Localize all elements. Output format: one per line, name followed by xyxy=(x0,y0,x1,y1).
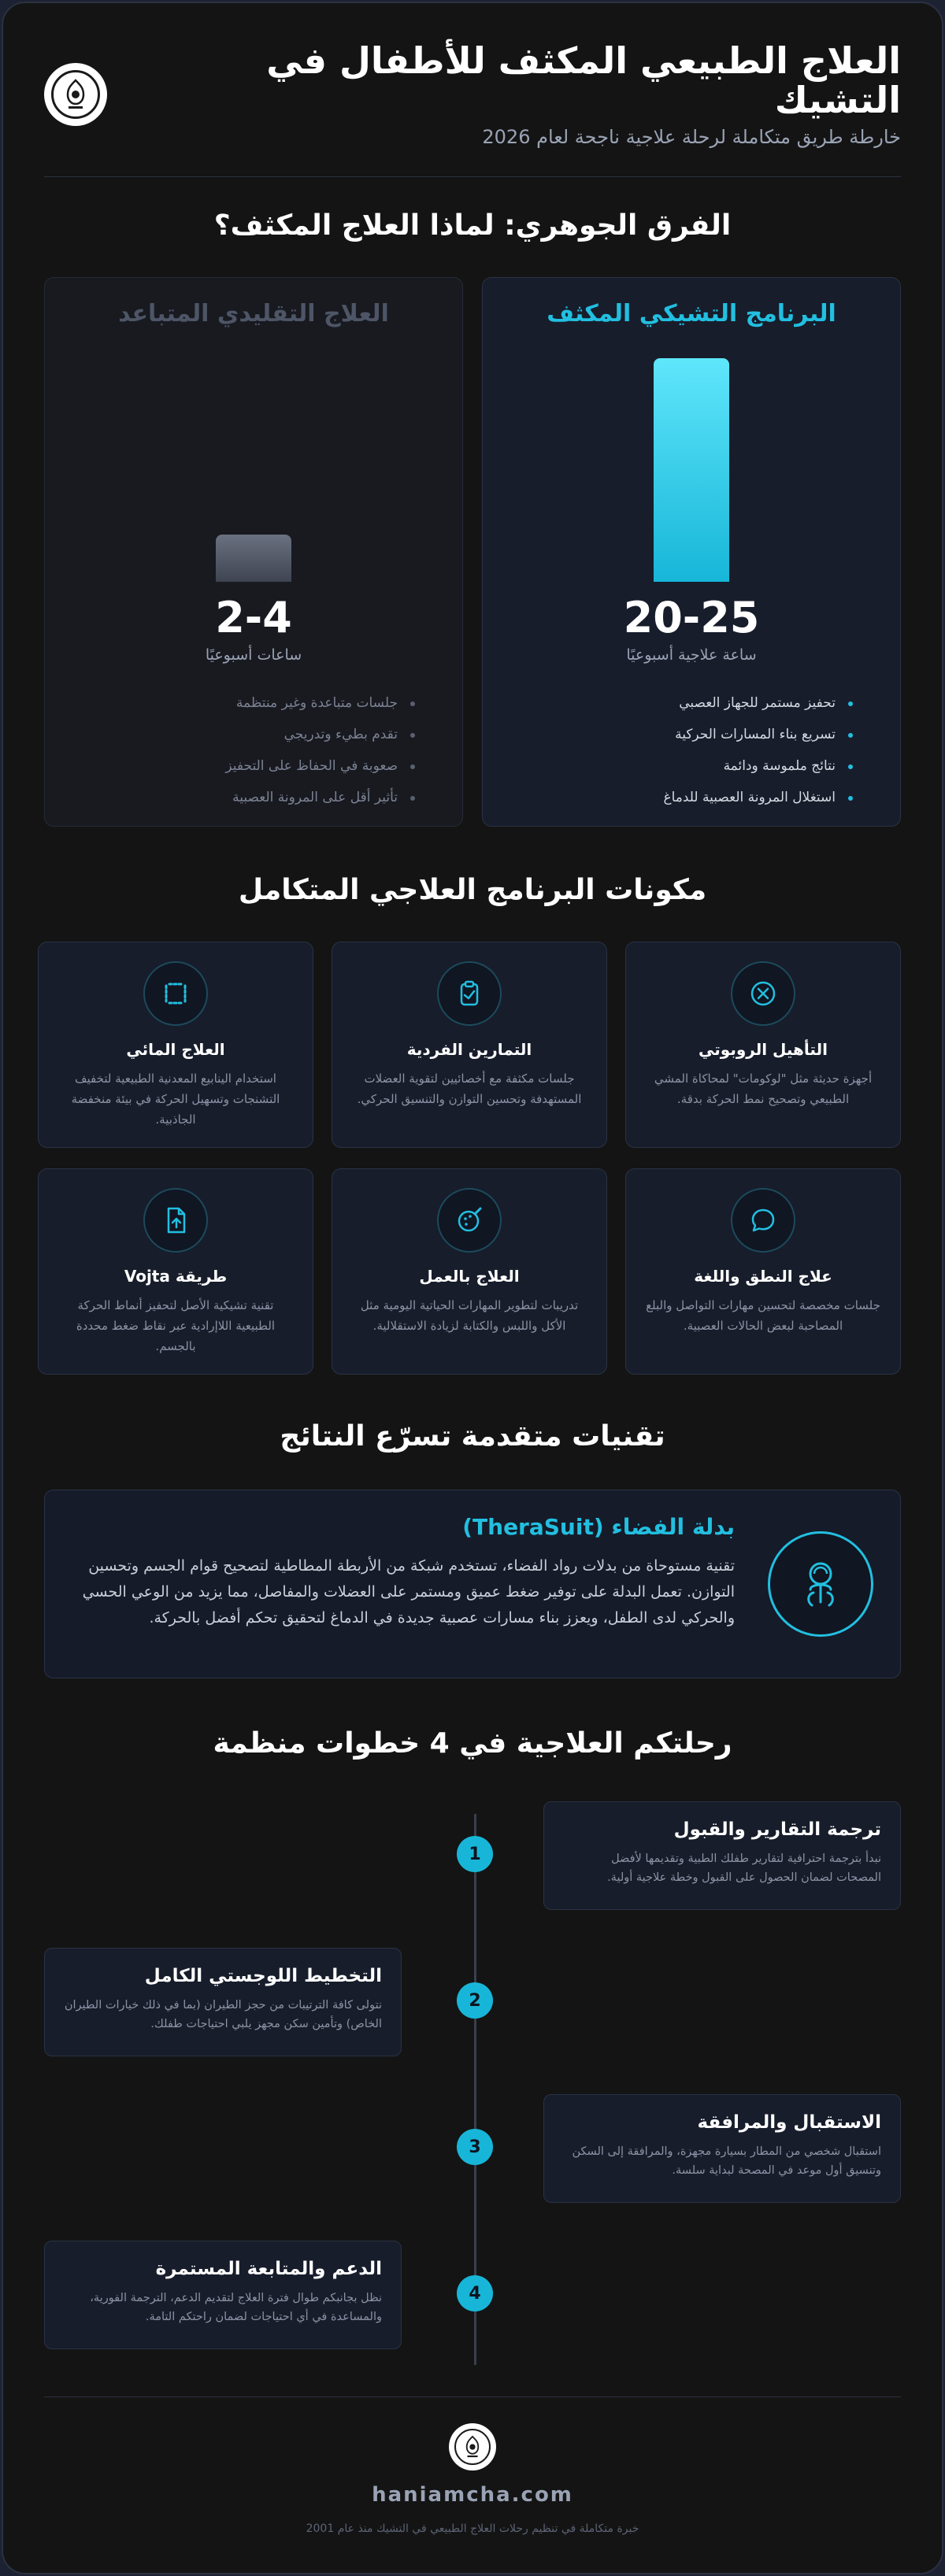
traditional-points xyxy=(225,687,415,813)
step-title: الاستقبال والمرافقة xyxy=(697,2112,881,2133)
traditional-hours-bar xyxy=(216,535,291,582)
therasuit-title: بدلة الفضاء (TheraSuit) xyxy=(462,1514,735,1540)
timeline-step-card xyxy=(44,1948,402,2056)
intensive-program-card xyxy=(482,277,901,827)
step-desc: نظل بجانبكم طوال فترة العلاج لتقديم الدعم، الترجمة الفورية، والمساعدة في أي احتياجات لضمان راحتكم التامة. xyxy=(90,2292,382,2323)
page-subtitle: خارطة طريق متكاملة لرحلة علاجية ناجحة لعام 2026 xyxy=(482,126,901,148)
component-desc: جلسات مكثفة مع أخصائيين لتقوية العضلات المستهدفة وتحسين التوازن والتنسيق الحركي. xyxy=(357,1071,582,1106)
component-desc: أجهزة حديثة مثل "لوكومات" لمحاكاة المشي الطبيعي وتصحيح نمط الحركة بدقة. xyxy=(654,1071,873,1106)
header-divider xyxy=(44,176,901,177)
chat-bubble-icon xyxy=(747,1205,779,1236)
file-upload-icon xyxy=(160,1205,191,1236)
step-desc: نتولى كافة الترتيبات من حجز الطيران (بما في ذلك خيارات الطيران الخاص) وتأمين سكن مجهز يلبي احتياجات طفلك. xyxy=(64,1999,382,2030)
step-number: 2 xyxy=(457,1982,493,2019)
component-desc: تقنية تشيكية الأصل لتحفيز أنماط الحركة الطبيعية اللاإرادية عبر نقاط ضغط محددة بالجسم. xyxy=(76,1298,276,1353)
step-number: 3 xyxy=(457,2129,493,2165)
step-title: التخطيط اللوجستي الكامل xyxy=(144,1966,382,1986)
list-item: استغلال المرونة العصبية للدماغ xyxy=(663,782,853,813)
component-title: التأهيل الروبوتي xyxy=(699,1040,828,1059)
component-title: طريقة Vojta xyxy=(124,1267,228,1286)
footer-domain-link[interactable]: haniamcha.com xyxy=(372,2483,573,2507)
footer-logo xyxy=(449,2423,496,2471)
traditional-hours-value: 2-4 xyxy=(215,593,292,642)
list-item: نتائج ملموسة ودائمة xyxy=(663,750,853,782)
water-icon xyxy=(160,978,191,1009)
header xyxy=(44,41,901,175)
intensive-hours-value: 20-25 xyxy=(623,593,760,642)
x-circle-icon xyxy=(747,978,779,1009)
palette-icon xyxy=(454,1205,485,1236)
therasuit-card xyxy=(44,1490,901,1678)
timeline-step-card xyxy=(543,2094,901,2203)
astronaut-icon xyxy=(793,1556,848,1612)
timeline-step-card xyxy=(44,2241,402,2349)
list-item: صعوبة في الحفاظ على التحفيز xyxy=(225,750,415,782)
component-card xyxy=(625,942,901,1148)
traditional-program-card xyxy=(44,277,463,827)
component-card xyxy=(38,942,313,1148)
step-number: 1 xyxy=(457,1836,493,1872)
journey-title: رحلتكم العلاجية في 4 خطوات منظمة xyxy=(213,1727,732,1760)
step-desc: استقبال شخصي من المطار بسيارة مجهزة، والمرافقة إلى السكن وتنسيق أول موعد في المصحة لبداية سلسة. xyxy=(572,2145,881,2177)
list-item: تحفيز مستمر للجهاز العصبي xyxy=(663,687,853,719)
step-desc: نبدأ بترجمة احترافية لتقارير طفلك الطبية وتقديمها لأفضل المصحات لضمان الحصول على القبول وخطة علاجية أولية. xyxy=(607,1852,881,1884)
page xyxy=(2,2,943,2574)
list-item: جلسات متباعدة وغير منتظمة xyxy=(225,687,415,719)
intensive-hours-bar xyxy=(654,358,729,582)
step-number: 4 xyxy=(457,2275,493,2311)
component-title: التمارين الفردية xyxy=(406,1040,532,1059)
component-desc: استخدام الينابيع المعدنية الطبيعية لتخفيف التشنجات وتسهيل الحركة في بيئة منخفضة الجاذبية. xyxy=(71,1071,280,1127)
list-item: تأثير أقل على المرونة العصبية xyxy=(225,782,415,813)
component-card xyxy=(38,1168,313,1375)
intensive-points xyxy=(663,687,853,813)
list-item: تقدم بطيء وتدريجي xyxy=(225,719,415,750)
therasuit-desc: تقنية مستوحاة من بدلات رواد الفضاء، تستخدم شبكة من الأربطة المطاطية لتصحيح قوام الجسم وتحسين التوازن. تعمل البدلة على توفير ضغط عميق ومستمر على العضلات والمفاصل، مما يزيد من الوعي الحسي والحركي لدى الطفل، ويعزز بناء مسارات عصبية جديدة في الدماغ لتحقيق تحكم أفضل بالحركة. xyxy=(82,1557,735,1627)
component-card xyxy=(625,1168,901,1375)
technology-title: تقنيات متقدمة تسرّع النتائج xyxy=(280,1420,665,1453)
logo xyxy=(44,63,107,126)
intensive-heading: البرنامج التشيكي المكثف xyxy=(547,300,836,328)
component-card xyxy=(332,942,607,1148)
components-title: مكونات البرنامج العلاجي المتكامل xyxy=(238,874,707,906)
component-title: علاج النطق واللغة xyxy=(694,1267,832,1286)
footer-note: خبرة متكاملة في تنظيم رحلات العلاج الطبيعي في التشيك منذ عام 2001 xyxy=(306,2522,639,2535)
component-title: العلاج بالعمل xyxy=(419,1267,520,1286)
list-item: تسريع بناء المسارات الحركية xyxy=(663,719,853,750)
timeline-step-card xyxy=(543,1801,901,1910)
comparison-title: الفرق الجوهري: لماذا العلاج المكثف؟ xyxy=(213,209,732,242)
footer-divider xyxy=(44,2396,901,2397)
component-desc: تدريبات لتطوير المهارات الحياتية اليومية مثل الأكل واللبس والكتابة لزيادة الاستقلالية. xyxy=(360,1298,579,1333)
hani-logo-icon xyxy=(461,2434,484,2459)
hani-logo-icon xyxy=(60,77,91,112)
page-title: العلاج الطبيعي المكثف للأطفال في التشيك xyxy=(266,39,901,121)
traditional-heading: العلاج التقليدي المتباعد xyxy=(118,300,389,328)
step-title: الدعم والمتابعة المستمرة xyxy=(155,2259,382,2279)
component-card xyxy=(332,1168,607,1375)
intensive-hours-label: ساعة علاجية أسبوعيًا xyxy=(626,646,757,664)
traditional-hours-label: ساعات أسبوعيًا xyxy=(205,646,302,664)
component-title: العلاج المائي xyxy=(126,1040,225,1059)
component-desc: جلسات مخصصة لتحسين مهارات التواصل والبلع المصاحبة لبعض الحالات العصبية. xyxy=(646,1298,880,1333)
step-title: ترجمة التقارير والقبول xyxy=(673,1819,881,1840)
clipboard-check-icon xyxy=(454,978,485,1009)
